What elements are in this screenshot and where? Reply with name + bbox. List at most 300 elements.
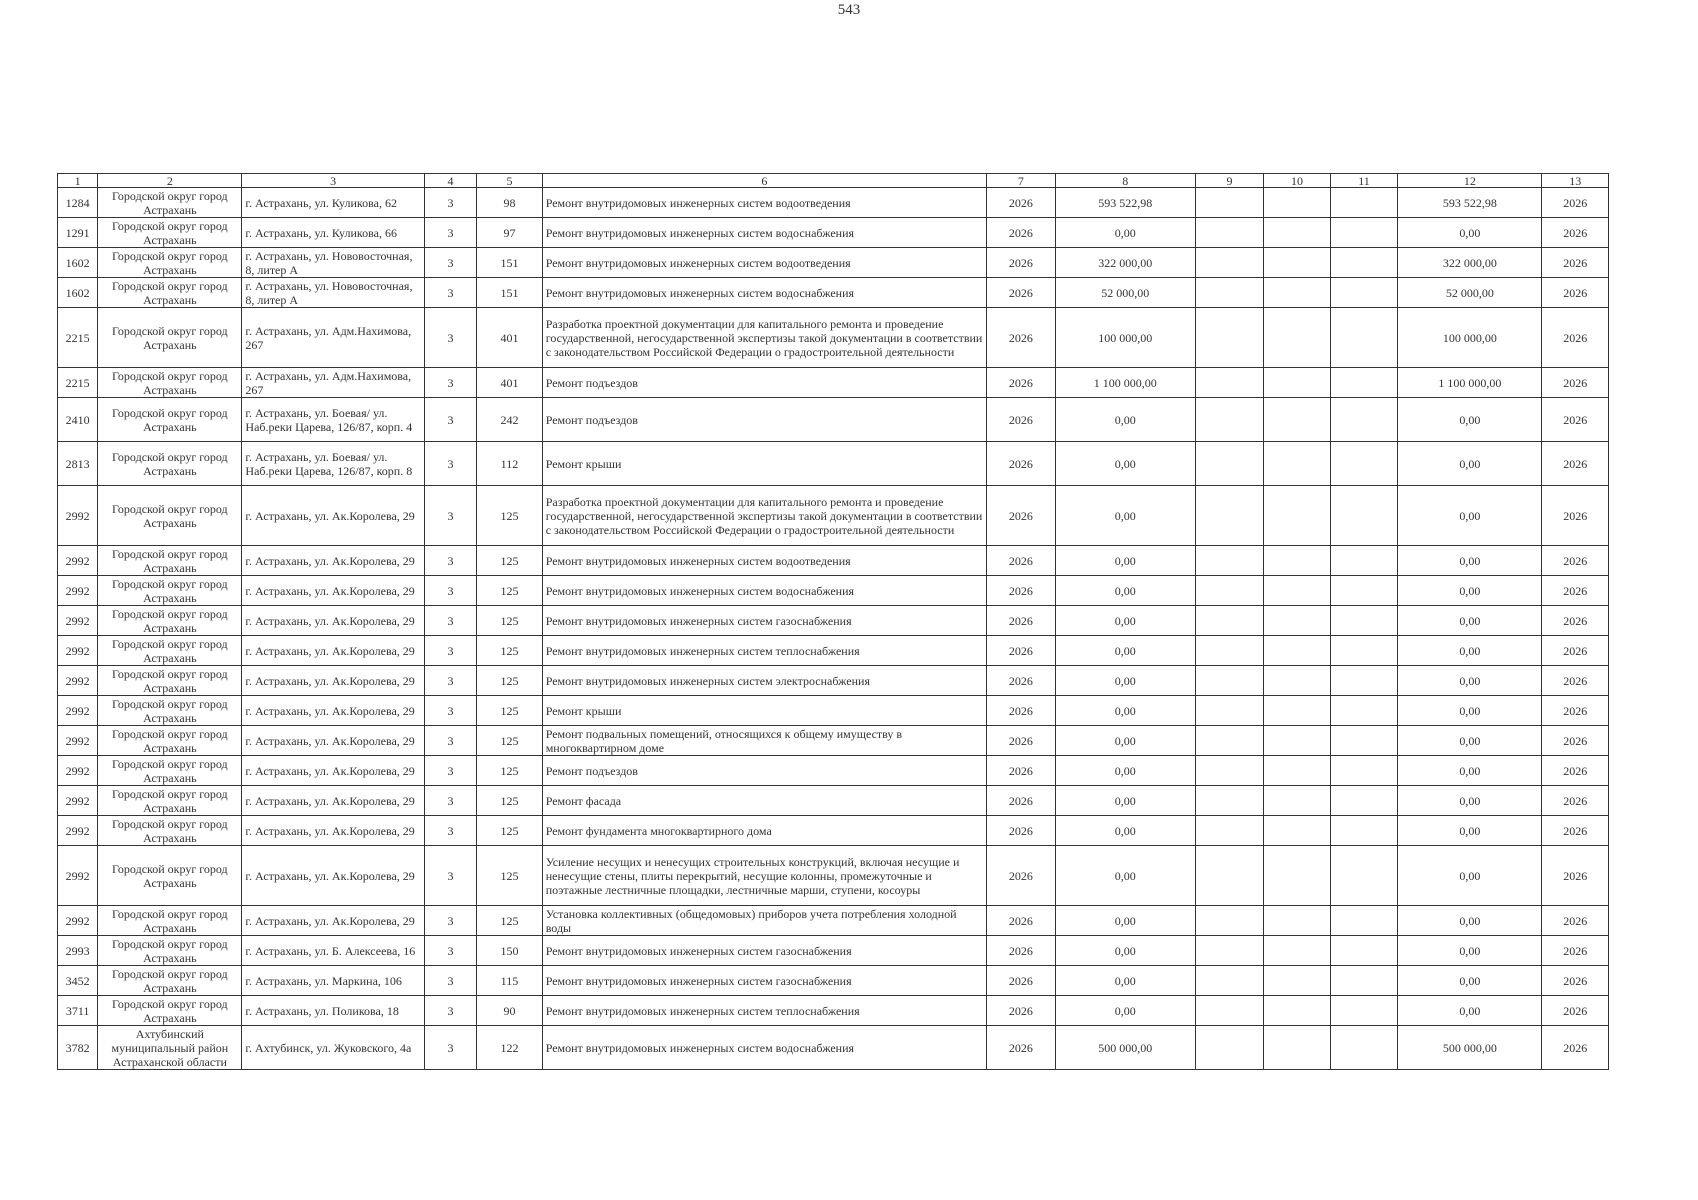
municipality-cell: Городской округ город Астрахань — [98, 398, 242, 442]
col-4-cell: 3 — [424, 278, 476, 308]
municipality-cell: Городской округ город Астрахань — [98, 188, 242, 218]
row-id-cell: 2992 — [58, 696, 98, 726]
municipality-cell: Городской округ город Астрахань — [98, 606, 242, 636]
col-5-cell: 401 — [477, 308, 543, 368]
row-id-cell: 2410 — [58, 398, 98, 442]
year-cell: 2026 — [987, 756, 1056, 786]
municipality-cell: Городской округ город Астрахань — [98, 906, 242, 936]
column-header: 12 — [1398, 174, 1542, 188]
municipality-cell: Городской округ город Астрахань — [98, 936, 242, 966]
amount-cell: 0,00 — [1055, 666, 1195, 696]
col-5-cell: 125 — [477, 756, 543, 786]
total-cell: 0,00 — [1398, 606, 1542, 636]
amount-cell: 322 000,00 — [1055, 248, 1195, 278]
col-4-cell: 3 — [424, 218, 476, 248]
col-9-cell — [1195, 636, 1264, 666]
col-5-cell: 125 — [477, 576, 543, 606]
col-9-cell — [1195, 368, 1264, 398]
year-cell: 2026 — [987, 442, 1056, 486]
municipality-cell: Городской округ город Астрахань — [98, 786, 242, 816]
total-cell: 100 000,00 — [1398, 308, 1542, 368]
col-11-cell — [1330, 816, 1398, 846]
repair-plan-table — [57, 173, 1609, 1070]
col-9-cell — [1195, 606, 1264, 636]
table-row — [58, 606, 1609, 636]
address-cell: г. Астрахань, ул. Ак.Королева, 29 — [242, 696, 424, 726]
col-11-cell — [1330, 188, 1398, 218]
total-cell: 0,00 — [1398, 636, 1542, 666]
address-cell: г. Астрахань, ул. Адм.Нахимова, 267 — [242, 368, 424, 398]
col-4-cell: 3 — [424, 576, 476, 606]
col-5-cell: 125 — [477, 726, 543, 756]
table-row — [58, 278, 1609, 308]
work-type-cell: Ремонт внутридомовых инженерных систем газоснабжения — [542, 936, 986, 966]
address-cell: г. Астрахань, ул. Ак.Королева, 29 — [242, 846, 424, 906]
total-cell: 322 000,00 — [1398, 248, 1542, 278]
address-cell: г. Астрахань, ул. Поликова, 18 — [242, 996, 424, 1026]
col-11-cell — [1330, 308, 1398, 368]
total-cell: 1 100 000,00 — [1398, 368, 1542, 398]
planned-year-cell: 2026 — [1542, 996, 1609, 1026]
col-9-cell — [1195, 696, 1264, 726]
row-id-cell: 1602 — [58, 248, 98, 278]
work-type-cell: Ремонт фасада — [542, 786, 986, 816]
col-5-cell: 125 — [477, 606, 543, 636]
col-5-cell: 125 — [477, 816, 543, 846]
col-10-cell — [1264, 576, 1331, 606]
work-type-cell: Ремонт внутридомовых инженерных систем водоснабжения — [542, 278, 986, 308]
row-id-cell: 1291 — [58, 218, 98, 248]
col-10-cell — [1264, 936, 1331, 966]
total-cell: 0,00 — [1398, 398, 1542, 442]
row-id-cell: 2992 — [58, 906, 98, 936]
row-id-cell: 2992 — [58, 576, 98, 606]
col-5-cell: 125 — [477, 786, 543, 816]
col-9-cell — [1195, 726, 1264, 756]
col-10-cell — [1264, 816, 1331, 846]
planned-year-cell: 2026 — [1542, 218, 1609, 248]
total-cell: 0,00 — [1398, 666, 1542, 696]
year-cell: 2026 — [987, 966, 1056, 996]
municipality-cell: Городской округ город Астрахань — [98, 368, 242, 398]
col-5-cell: 125 — [477, 906, 543, 936]
planned-year-cell: 2026 — [1542, 786, 1609, 816]
col-4-cell: 3 — [424, 966, 476, 996]
col-9-cell — [1195, 846, 1264, 906]
page-number: 543 — [837, 2, 861, 18]
table-row — [58, 786, 1609, 816]
col-11-cell — [1330, 996, 1398, 1026]
col-10-cell — [1264, 696, 1331, 726]
address-cell: г. Астрахань, ул. Ак.Королева, 29 — [242, 486, 424, 546]
address-cell: г. Ахтубинск, ул. Жуковского, 4а — [242, 1026, 424, 1070]
amount-cell: 1 100 000,00 — [1055, 368, 1195, 398]
col-10-cell — [1264, 188, 1331, 218]
amount-cell: 0,00 — [1055, 726, 1195, 756]
year-cell: 2026 — [987, 486, 1056, 546]
col-5-cell: 151 — [477, 278, 543, 308]
address-cell: г. Астрахань, ул. Ак.Королева, 29 — [242, 726, 424, 756]
total-cell: 593 522,98 — [1398, 188, 1542, 218]
address-cell: г. Астрахань, ул. Ак.Королева, 29 — [242, 576, 424, 606]
row-id-cell: 2992 — [58, 546, 98, 576]
planned-year-cell: 2026 — [1542, 816, 1609, 846]
row-id-cell: 2992 — [58, 606, 98, 636]
col-11-cell — [1330, 756, 1398, 786]
table-row — [58, 636, 1609, 666]
address-cell: г. Астрахань, ул. Маркина, 106 — [242, 966, 424, 996]
table-row — [58, 486, 1609, 546]
column-header: 9 — [1195, 174, 1264, 188]
municipality-cell: Городской округ город Астрахань — [98, 278, 242, 308]
work-type-cell: Разработка проектной документации для капитального ремонта и проведение государственной, негосударственной экспертизы такой документации в соответствии с законодательством Российской Федерации о градостроительной деятельности — [542, 486, 986, 546]
col-11-cell — [1330, 218, 1398, 248]
year-cell: 2026 — [987, 188, 1056, 218]
col-5-cell: 125 — [477, 546, 543, 576]
col-4-cell: 3 — [424, 368, 476, 398]
work-type-cell: Ремонт внутридомовых инженерных систем электроснабжения — [542, 666, 986, 696]
address-cell: г. Астрахань, ул. Куликова, 66 — [242, 218, 424, 248]
address-cell: г. Астрахань, ул. Боевая/ ул. Наб.реки Царева, 126/87, корп. 8 — [242, 442, 424, 486]
municipality-cell: Городской округ город Астрахань — [98, 486, 242, 546]
column-header: 1 — [58, 174, 98, 188]
table-row — [58, 996, 1609, 1026]
col-11-cell — [1330, 606, 1398, 636]
col-11-cell — [1330, 1026, 1398, 1070]
address-cell: г. Астрахань, ул. Ак.Королева, 29 — [242, 636, 424, 666]
col-5-cell: 98 — [477, 188, 543, 218]
total-cell: 0,00 — [1398, 966, 1542, 996]
year-cell: 2026 — [987, 576, 1056, 606]
planned-year-cell: 2026 — [1542, 486, 1609, 546]
municipality-cell: Городской округ город Астрахань — [98, 442, 242, 486]
total-cell: 0,00 — [1398, 726, 1542, 756]
planned-year-cell: 2026 — [1542, 278, 1609, 308]
municipality-cell: Городской округ город Астрахань — [98, 218, 242, 248]
work-type-cell: Ремонт внутридомовых инженерных систем водоотведения — [542, 248, 986, 278]
work-type-cell: Ремонт внутридомовых инженерных систем водоснабжения — [542, 1026, 986, 1070]
row-id-cell: 2992 — [58, 666, 98, 696]
col-4-cell: 3 — [424, 846, 476, 906]
table-row — [58, 816, 1609, 846]
table-row — [58, 936, 1609, 966]
year-cell: 2026 — [987, 308, 1056, 368]
total-cell: 0,00 — [1398, 906, 1542, 936]
address-cell: г. Астрахань, ул. Ак.Королева, 29 — [242, 546, 424, 576]
table-row — [58, 546, 1609, 576]
municipality-cell: Городской округ город Астрахань — [98, 576, 242, 606]
total-cell: 0,00 — [1398, 786, 1542, 816]
row-id-cell: 3782 — [58, 1026, 98, 1070]
column-header: 8 — [1055, 174, 1195, 188]
municipality-cell: Городской округ город Астрахань — [98, 816, 242, 846]
col-11-cell — [1330, 726, 1398, 756]
col-4-cell: 3 — [424, 756, 476, 786]
amount-cell: 0,00 — [1055, 442, 1195, 486]
col-4-cell: 3 — [424, 398, 476, 442]
col-5-cell: 90 — [477, 996, 543, 1026]
column-header: 4 — [424, 174, 476, 188]
col-5-cell: 115 — [477, 966, 543, 996]
address-cell: г. Астрахань, ул. Ак.Королева, 29 — [242, 606, 424, 636]
planned-year-cell: 2026 — [1542, 606, 1609, 636]
amount-cell: 500 000,00 — [1055, 1026, 1195, 1070]
col-10-cell — [1264, 966, 1331, 996]
year-cell: 2026 — [987, 218, 1056, 248]
column-header: 3 — [242, 174, 424, 188]
work-type-cell: Ремонт подъездов — [542, 368, 986, 398]
row-id-cell: 3711 — [58, 996, 98, 1026]
col-11-cell — [1330, 486, 1398, 546]
col-10-cell — [1264, 368, 1331, 398]
column-header: 11 — [1330, 174, 1398, 188]
amount-cell: 100 000,00 — [1055, 308, 1195, 368]
address-cell: г. Астрахань, ул. Нововосточная, 8, литер А — [242, 248, 424, 278]
table-row — [58, 666, 1609, 696]
table-row — [58, 726, 1609, 756]
work-type-cell: Разработка проектной документации для капитального ремонта и проведение государственной, негосударственной экспертизы такой документации в соответствии с законодательством Российской Федерации о градостроительной деятельности — [542, 308, 986, 368]
col-9-cell — [1195, 248, 1264, 278]
year-cell: 2026 — [987, 278, 1056, 308]
total-cell: 0,00 — [1398, 936, 1542, 966]
year-cell: 2026 — [987, 368, 1056, 398]
col-9-cell — [1195, 278, 1264, 308]
col-5-cell: 125 — [477, 666, 543, 696]
col-9-cell — [1195, 936, 1264, 966]
year-cell: 2026 — [987, 996, 1056, 1026]
col-9-cell — [1195, 996, 1264, 1026]
amount-cell: 0,00 — [1055, 696, 1195, 726]
year-cell: 2026 — [987, 816, 1056, 846]
amount-cell: 0,00 — [1055, 756, 1195, 786]
col-5-cell: 122 — [477, 1026, 543, 1070]
year-cell: 2026 — [987, 666, 1056, 696]
col-9-cell — [1195, 906, 1264, 936]
work-type-cell: Ремонт внутридомовых инженерных систем водоснабжения — [542, 218, 986, 248]
address-cell: г. Астрахань, ул. Адм.Нахимова, 267 — [242, 308, 424, 368]
col-10-cell — [1264, 636, 1331, 666]
amount-cell: 0,00 — [1055, 546, 1195, 576]
col-9-cell — [1195, 1026, 1264, 1070]
year-cell: 2026 — [987, 636, 1056, 666]
work-type-cell: Ремонт внутридомовых инженерных систем газоснабжения — [542, 966, 986, 996]
col-11-cell — [1330, 966, 1398, 996]
col-9-cell — [1195, 218, 1264, 248]
col-9-cell — [1195, 546, 1264, 576]
col-9-cell — [1195, 756, 1264, 786]
table-row — [58, 846, 1609, 906]
work-type-cell: Ремонт внутридомовых инженерных систем теплоснабжения — [542, 996, 986, 1026]
column-header: 7 — [987, 174, 1056, 188]
col-10-cell — [1264, 398, 1331, 442]
row-id-cell: 2992 — [58, 816, 98, 846]
total-cell: 0,00 — [1398, 816, 1542, 846]
col-4-cell: 3 — [424, 726, 476, 756]
year-cell: 2026 — [987, 606, 1056, 636]
planned-year-cell: 2026 — [1542, 936, 1609, 966]
col-10-cell — [1264, 546, 1331, 576]
amount-cell: 0,00 — [1055, 816, 1195, 846]
col-10-cell — [1264, 996, 1331, 1026]
column-header: 5 — [477, 174, 543, 188]
row-id-cell: 2992 — [58, 846, 98, 906]
address-cell: г. Астрахань, ул. Ак.Королева, 29 — [242, 906, 424, 936]
address-cell: г. Астрахань, ул. Куликова, 62 — [242, 188, 424, 218]
table-row — [58, 368, 1609, 398]
col-10-cell — [1264, 308, 1331, 368]
amount-cell: 0,00 — [1055, 398, 1195, 442]
work-type-cell: Ремонт внутридомовых инженерных систем водоотведения — [542, 546, 986, 576]
col-11-cell — [1330, 696, 1398, 726]
col-9-cell — [1195, 666, 1264, 696]
year-cell: 2026 — [987, 786, 1056, 816]
work-type-cell: Ремонт внутридомовых инженерных систем газоснабжения — [542, 606, 986, 636]
address-cell: г. Астрахань, ул. Ак.Королева, 29 — [242, 816, 424, 846]
col-9-cell — [1195, 398, 1264, 442]
municipality-cell: Городской округ город Астрахань — [98, 636, 242, 666]
work-type-cell: Ремонт подвальных помещений, относящихся к общему имуществу в многоквартирном доме — [542, 726, 986, 756]
planned-year-cell: 2026 — [1542, 966, 1609, 996]
amount-cell: 0,00 — [1055, 906, 1195, 936]
col-5-cell: 97 — [477, 218, 543, 248]
col-5-cell: 125 — [477, 696, 543, 726]
amount-cell: 0,00 — [1055, 936, 1195, 966]
planned-year-cell: 2026 — [1542, 906, 1609, 936]
table-row — [58, 576, 1609, 606]
col-5-cell: 125 — [477, 846, 543, 906]
table-row — [58, 442, 1609, 486]
year-cell: 2026 — [987, 1026, 1056, 1070]
row-id-cell: 2215 — [58, 308, 98, 368]
municipality-cell: Городской округ город Астрахань — [98, 756, 242, 786]
col-10-cell — [1264, 726, 1331, 756]
municipality-cell: Городской округ город Астрахань — [98, 846, 242, 906]
table-row — [58, 966, 1609, 996]
col-10-cell — [1264, 442, 1331, 486]
address-cell: г. Астрахань, ул. Б. Алексеева, 16 — [242, 936, 424, 966]
col-10-cell — [1264, 218, 1331, 248]
col-4-cell: 3 — [424, 308, 476, 368]
address-cell: г. Астрахань, ул. Ак.Королева, 29 — [242, 756, 424, 786]
work-type-cell: Ремонт подъездов — [542, 398, 986, 442]
col-5-cell: 151 — [477, 248, 543, 278]
amount-cell: 0,00 — [1055, 996, 1195, 1026]
col-10-cell — [1264, 606, 1331, 636]
address-cell: г. Астрахань, ул. Нововосточная, 8, литер А — [242, 278, 424, 308]
year-cell: 2026 — [987, 936, 1056, 966]
table-row — [58, 398, 1609, 442]
col-4-cell: 3 — [424, 996, 476, 1026]
year-cell: 2026 — [987, 696, 1056, 726]
col-4-cell: 3 — [424, 486, 476, 546]
col-11-cell — [1330, 786, 1398, 816]
column-number-row — [58, 174, 1609, 188]
row-id-cell: 2992 — [58, 756, 98, 786]
total-cell: 0,00 — [1398, 846, 1542, 906]
amount-cell: 52 000,00 — [1055, 278, 1195, 308]
column-header: 2 — [98, 174, 242, 188]
municipality-cell: Городской округ город Астрахань — [98, 248, 242, 278]
year-cell: 2026 — [987, 248, 1056, 278]
table-body — [58, 188, 1609, 1070]
year-cell: 2026 — [987, 906, 1056, 936]
col-4-cell: 3 — [424, 786, 476, 816]
planned-year-cell: 2026 — [1542, 846, 1609, 906]
total-cell: 52 000,00 — [1398, 278, 1542, 308]
row-id-cell: 2993 — [58, 936, 98, 966]
row-id-cell: 3452 — [58, 966, 98, 996]
col-4-cell: 3 — [424, 816, 476, 846]
col-11-cell — [1330, 546, 1398, 576]
col-5-cell: 125 — [477, 486, 543, 546]
col-11-cell — [1330, 248, 1398, 278]
planned-year-cell: 2026 — [1542, 442, 1609, 486]
total-cell: 0,00 — [1398, 442, 1542, 486]
col-11-cell — [1330, 906, 1398, 936]
total-cell: 0,00 — [1398, 576, 1542, 606]
municipality-cell: Ахтубинский муниципальный район Астраханской области — [98, 1026, 242, 1070]
row-id-cell: 2215 — [58, 368, 98, 398]
col-10-cell — [1264, 786, 1331, 816]
col-4-cell: 3 — [424, 248, 476, 278]
col-4-cell: 3 — [424, 442, 476, 486]
address-cell: г. Астрахань, ул. Боевая/ ул. Наб.реки Царева, 126/87, корп. 4 — [242, 398, 424, 442]
col-11-cell — [1330, 368, 1398, 398]
column-header: 10 — [1264, 174, 1331, 188]
col-4-cell: 3 — [424, 666, 476, 696]
municipality-cell: Городской округ город Астрахань — [98, 726, 242, 756]
planned-year-cell: 2026 — [1542, 666, 1609, 696]
total-cell: 0,00 — [1398, 486, 1542, 546]
table-row — [58, 308, 1609, 368]
amount-cell: 0,00 — [1055, 576, 1195, 606]
planned-year-cell: 2026 — [1542, 726, 1609, 756]
municipality-cell: Городской округ город Астрахань — [98, 696, 242, 726]
work-type-cell: Ремонт подъездов — [542, 756, 986, 786]
table-row — [58, 188, 1609, 218]
year-cell: 2026 — [987, 398, 1056, 442]
planned-year-cell: 2026 — [1542, 1026, 1609, 1070]
col-11-cell — [1330, 846, 1398, 906]
planned-year-cell: 2026 — [1542, 756, 1609, 786]
municipality-cell: Городской округ город Астрахань — [98, 308, 242, 368]
work-type-cell: Ремонт крыши — [542, 696, 986, 726]
work-type-cell: Ремонт фундамента многоквартирного дома — [542, 816, 986, 846]
col-10-cell — [1264, 756, 1331, 786]
amount-cell: 0,00 — [1055, 606, 1195, 636]
planned-year-cell: 2026 — [1542, 248, 1609, 278]
col-9-cell — [1195, 816, 1264, 846]
address-cell: г. Астрахань, ул. Ак.Королева, 29 — [242, 666, 424, 696]
column-header: 6 — [542, 174, 986, 188]
col-4-cell: 3 — [424, 606, 476, 636]
planned-year-cell: 2026 — [1542, 308, 1609, 368]
table-row — [58, 248, 1609, 278]
col-4-cell: 3 — [424, 188, 476, 218]
col-4-cell: 3 — [424, 936, 476, 966]
table-row — [58, 756, 1609, 786]
col-10-cell — [1264, 1026, 1331, 1070]
year-cell: 2026 — [987, 546, 1056, 576]
total-cell: 0,00 — [1398, 546, 1542, 576]
column-header: 13 — [1542, 174, 1609, 188]
municipality-cell: Городской округ город Астрахань — [98, 966, 242, 996]
total-cell: 0,00 — [1398, 996, 1542, 1026]
col-9-cell — [1195, 188, 1264, 218]
planned-year-cell: 2026 — [1542, 188, 1609, 218]
municipality-cell: Городской округ город Астрахань — [98, 996, 242, 1026]
col-5-cell: 150 — [477, 936, 543, 966]
